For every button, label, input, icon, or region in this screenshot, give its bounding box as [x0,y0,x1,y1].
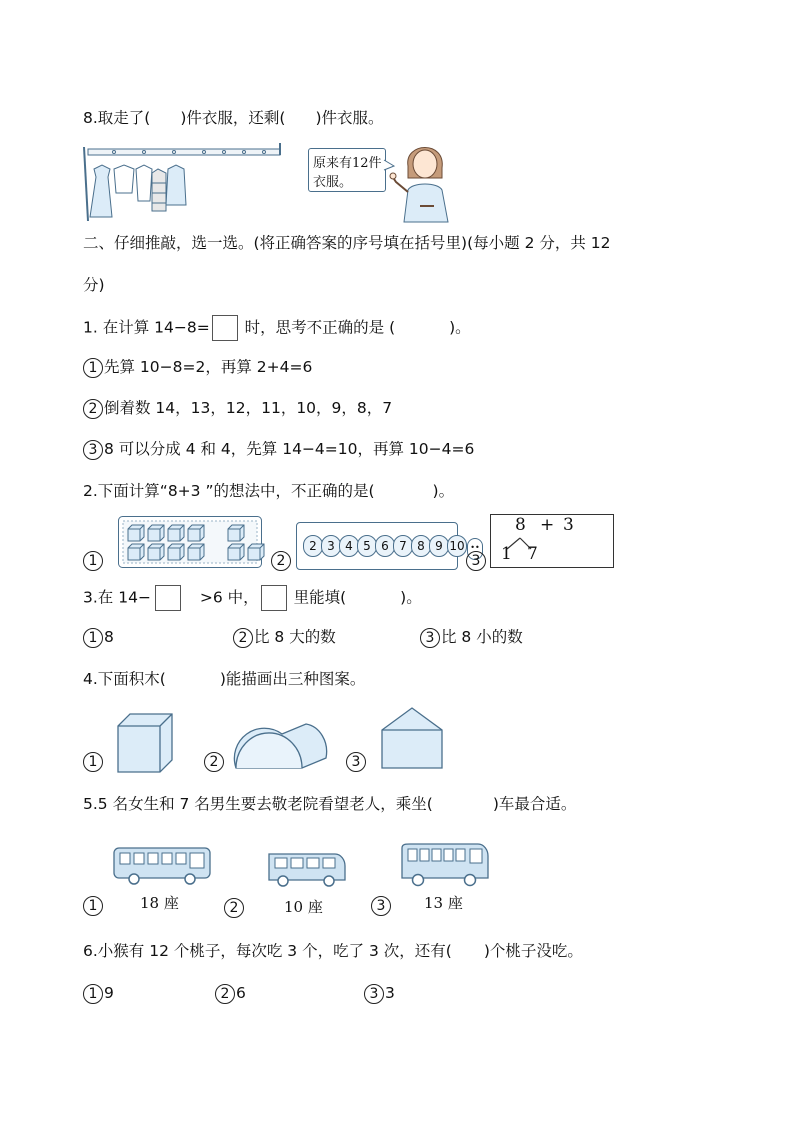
clothes-rack-illustration [84,143,284,221]
q1-stem: 1. 在计算 14−8= 时，思考不正确的是 ( )。 [83,315,471,341]
q2-option-2-mark[interactable]: 2 [271,551,292,571]
bus-18-seats [112,846,212,886]
cube [168,525,184,541]
q3-stem: 3.在 14− >6 中， 里能填( )。 [83,585,422,611]
q2-option-3-mark[interactable]: 3 [466,551,487,571]
q6-option-2[interactable]: 2 6 [215,982,246,1004]
cubes-panel [118,516,262,568]
option-mark: 1 [83,358,103,378]
answer-box[interactable] [261,585,287,611]
q1-option-3[interactable]: 3 8 可以分成 4 和 4，先算 14−4=10，再算 10−4=6 [83,438,474,460]
caterpillar-bead: 5 [357,535,377,557]
caterpillar-bead: 10 [447,535,467,557]
caterpillar-bead: 9 [429,535,449,557]
q3-option-3[interactable]: 3 比 8 小的数 [420,626,523,648]
caterpillar-bead: 3 [321,535,341,557]
house-block [380,706,444,770]
split-bottom-1: 1 [501,544,512,564]
q6-option-1[interactable]: 1 9 [83,982,114,1004]
q5-option-3-mark[interactable]: 3 [371,896,392,916]
answer-box[interactable] [212,315,238,341]
option-mark: 2 [83,399,103,419]
caterpillar-bead: 7 [393,535,413,557]
split-plus: + [540,515,555,535]
q6-option-3[interactable]: 3 3 [364,982,395,1004]
q8-stem: 8.取走了( )件衣服，还剩( )件衣服。 [83,109,384,127]
cube [188,525,204,541]
q1-option-1[interactable]: 1 先算 10−8=2，再算 2+4=6 [83,356,312,378]
q5-option-2-mark[interactable]: 2 [224,898,245,918]
answer-box[interactable] [155,585,181,611]
caterpillar-bead: 6 [375,535,395,557]
q5-stem: 5.5 名女生和 7 名男生要去敬老院看望老人，乘坐( )车最合适。 [83,795,577,813]
q3-option-1[interactable]: 1 8 [83,626,114,648]
speech-line-1: 原来有12件 [313,156,382,171]
cube [248,544,264,560]
caterpillar-panel [296,522,480,570]
q1-option-2[interactable]: 2 倒着数 14，13，12，11，10，9，8，7 [83,397,392,419]
caterpillar [303,535,483,560]
caterpillar-bead: 4 [339,535,359,557]
section-title-cont: 分) [83,276,105,294]
q4-option-3-mark[interactable]: 3 [346,752,367,772]
q4-option-1-mark[interactable]: 1 [83,752,104,772]
q2-option-1-mark[interactable]: 1 [83,551,104,571]
cube [228,525,244,541]
speech-line-2: 衣服。 [313,175,353,190]
cube [188,544,204,560]
bus-13-label: 13 座 [424,894,463,912]
cube [168,544,184,560]
cube [148,525,164,541]
cube-block [114,712,174,774]
q6-stem: 6.小猴有 12 个桃子，每次吃 3 个，吃了 3 次，还有( )个桃子没吃。 [83,942,583,960]
bus-13-seats [398,842,490,888]
section-title: 二、仔细推敲，选一选。(将正确答案的序号填在括号里)(每小题 2 分，共 12 [83,234,611,252]
q4-option-2-mark[interactable]: 2 [204,752,225,772]
bus-10-seats [265,848,347,888]
teacher-illustration [390,136,460,222]
q3-option-2[interactable]: 2 比 8 大的数 [233,626,336,648]
q4-stem: 4.下面积木( )能描画出三种图案。 [83,670,366,688]
speech-bubble [308,148,386,192]
bus-18-label: 18 座 [140,894,179,912]
q2-stem: 2.下面计算“8+3 ”的想法中，不正确的是( )。 [83,482,455,500]
q5-option-1-mark[interactable]: 1 [83,896,104,916]
split-top-2: 3 [563,515,574,535]
option-mark: 3 [83,440,103,460]
split-diagram [490,514,614,568]
caterpillar-head-icon: •• [467,538,483,560]
cube [128,544,144,560]
split-bottom-2: 7 [527,544,538,564]
bus-10-label: 10 座 [284,898,323,916]
caterpillar-bead: 8 [411,535,431,557]
cube [128,525,144,541]
split-top-1: 8 [515,515,526,535]
cube [228,544,244,560]
half-cylinder-block [232,720,328,770]
cube [148,544,164,560]
caterpillar-bead: 2 [303,535,323,557]
